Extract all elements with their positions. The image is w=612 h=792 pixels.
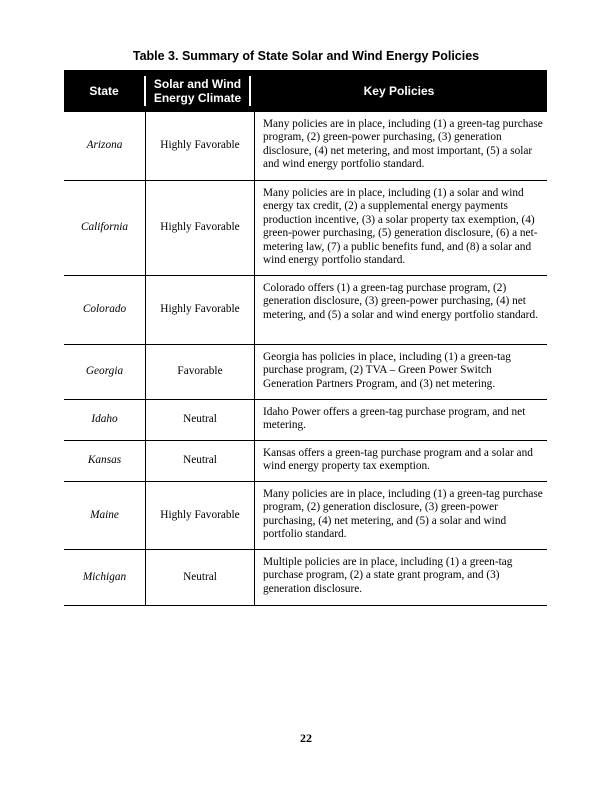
climate-cell: Neutral <box>146 550 255 605</box>
climate-cell: Highly Favorable <box>146 112 255 180</box>
table-row <box>64 441 547 482</box>
climate-cell: Favorable <box>146 345 255 399</box>
climate-cell: Highly Favorable <box>146 482 255 549</box>
table-row <box>64 482 547 550</box>
state-cell: Kansas <box>64 441 146 481</box>
header-climate: Solar and Wind Energy Climate <box>146 73 249 109</box>
header-policies: Key Policies <box>251 73 547 109</box>
policy-cell: Kansas offers a green-tag purchase program and a solar and wind energy property tax exemption. <box>263 447 533 473</box>
policy-cell: Colorado offers (1) a green-tag purchase program, (2) generation disclosure, (3) green-power purchasing, (4) net metering, and (5) a solar and wind energy portfolio standard. <box>263 282 538 321</box>
policy-cell: Multiple policies are in place, including (1) a green-tag purchase program, (2) a state grant program, and (3) generation disclosure. <box>263 556 513 595</box>
policy-cell: Many policies are in place, including (1) a green-tag purchase program, (2) green-power purchasing, (3) generation disclosure, (4) net metering, and most important, (5) a solar and wind energy portfolio standard. <box>263 118 543 171</box>
state-cell: Idaho <box>64 400 146 440</box>
table-row <box>64 181 547 276</box>
table-row <box>64 112 547 181</box>
state-cell: Georgia <box>64 345 146 399</box>
state-cell: Maine <box>64 482 146 549</box>
climate-cell: Highly Favorable <box>146 181 255 275</box>
table-row <box>64 400 547 441</box>
table-title: Table 3. Summary of State Solar and Wind Energy Policies <box>132 49 480 63</box>
policy-cell: Many policies are in place, including (1) a green-tag purchase program, (2) generation disclosure, (3) green-power purchasing, (4) net metering, and (5) a solar and wind portfolio standard. <box>263 488 543 541</box>
policy-table <box>64 112 547 606</box>
climate-cell: Neutral <box>146 441 255 481</box>
policy-cell: Many policies are in place, including (1) a solar and wind energy tax credit, (2) a supplemental energy payments production incentive, (3) a solar property tax exemption, (4) green-power purchasing, (5) generation disclosure, (6) a net-metering law, (7) a public benefits fund, and (8) a solar and wind energy portfolio standard. <box>263 187 538 267</box>
table-header <box>64 70 547 112</box>
page-number: 22 <box>300 731 312 745</box>
climate-cell: Highly Favorable <box>146 276 255 344</box>
table-row <box>64 550 547 606</box>
table-row <box>64 345 547 400</box>
policy-cell: Georgia has policies in place, including (1) a green-tag purchase program, (2) TVA – Green Power Switch Generation Partners Program, and (3) net metering. <box>263 351 511 390</box>
state-cell: California <box>64 181 146 275</box>
climate-cell: Neutral <box>146 400 255 440</box>
state-cell: Michigan <box>64 550 146 605</box>
policy-cell: Idaho Power offers a green-tag purchase program, and net metering. <box>263 406 526 432</box>
state-cell: Colorado <box>64 276 146 344</box>
state-cell: Arizona <box>64 112 146 180</box>
header-state: State <box>64 73 144 109</box>
table-row <box>64 276 547 345</box>
